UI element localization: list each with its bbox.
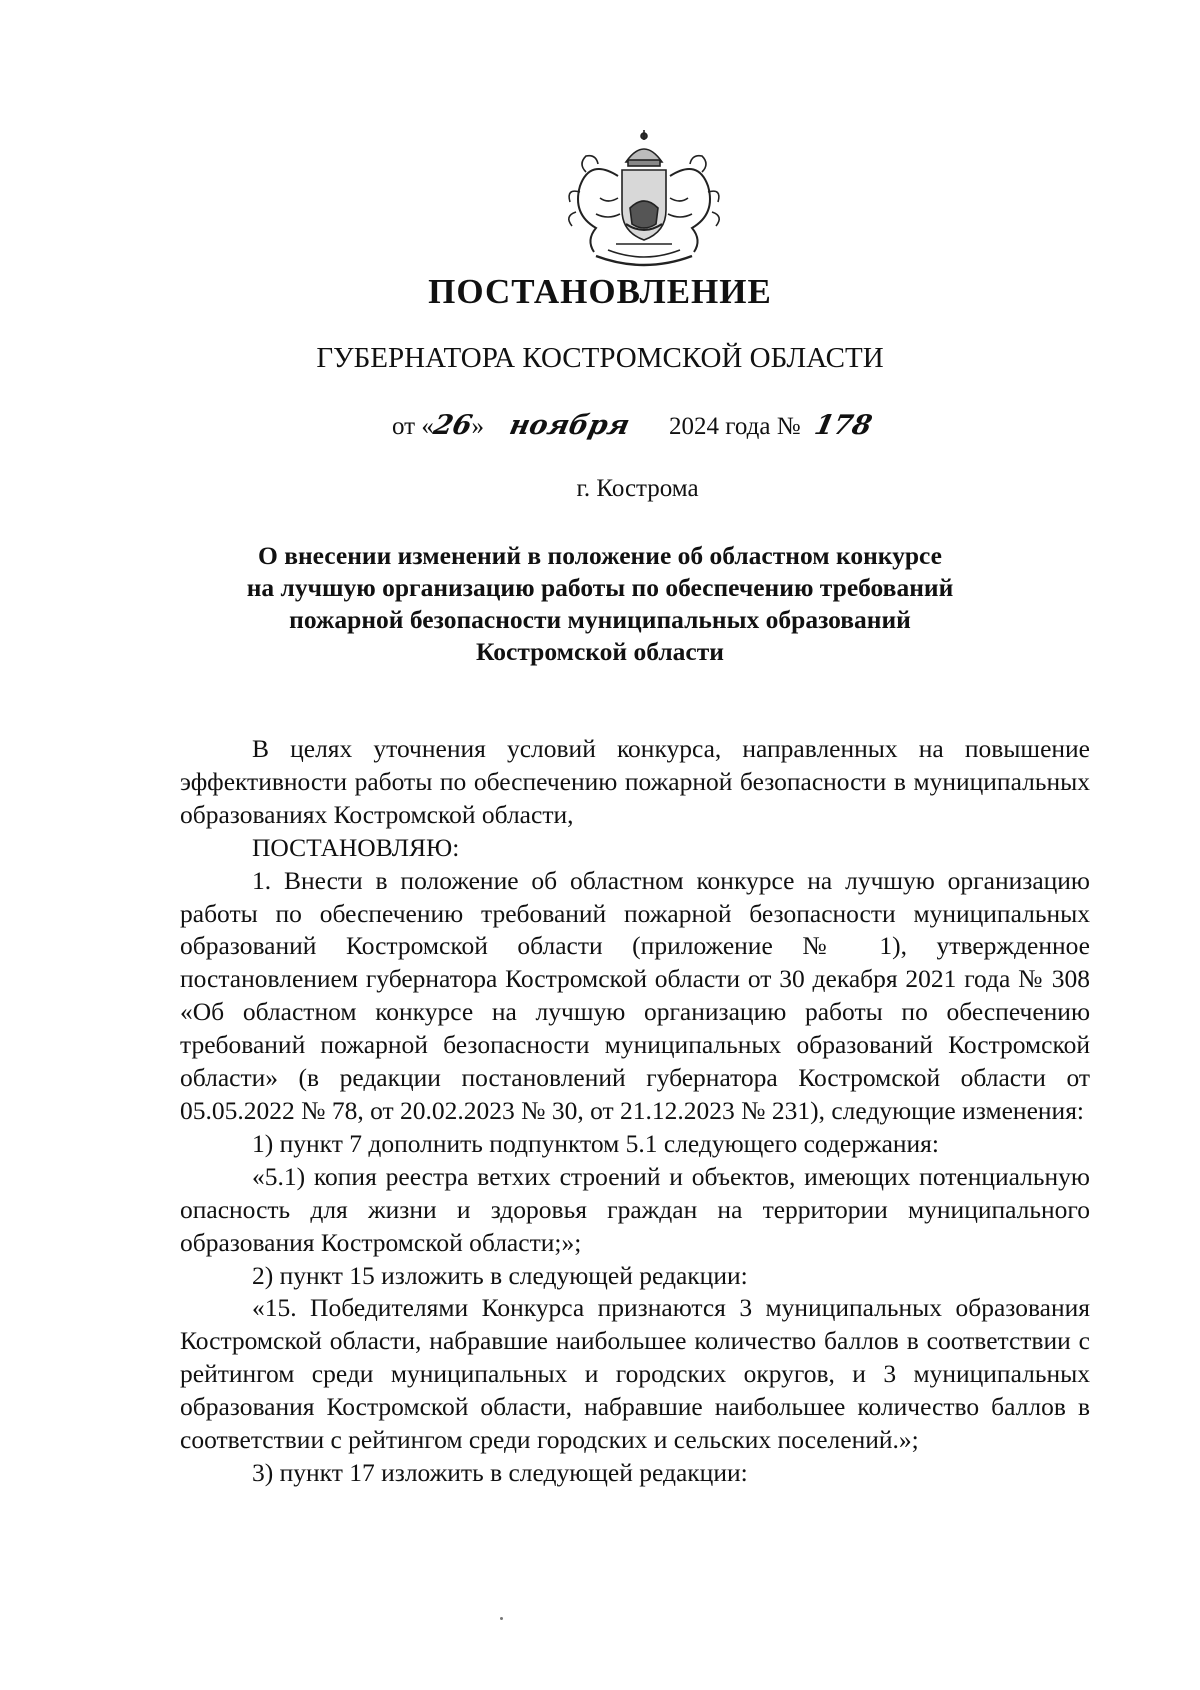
subject-line: Костромской области <box>476 637 724 666</box>
coat-of-arms-emblem <box>556 128 732 278</box>
document-type-heading: ПОСТАНОВЛЕНИЕ <box>428 272 772 311</box>
document-number-handwritten: 178 <box>811 410 875 441</box>
clause-paragraph: «5.1) копия реестра ветхих строений и объектов, имеющих потенциальную опасность для жизни и здоровья граждан на территории муниципального образования Костромской области;»; <box>180 1161 1090 1257</box>
preamble-paragraph: В целях уточнения условий конкурса, направленных на повышение эффективности работы по обеспечению пожарной безопасности в муниципальных образованиях Костромской области, <box>180 734 1090 829</box>
scan-artifact <box>500 1617 503 1620</box>
date-year-text: 2024 года № <box>669 413 801 440</box>
subject-line: О внесении изменений в положение об областном конкурсе <box>257 541 942 570</box>
subject-line: на лучшую организацию работы по обеспечению требований <box>246 573 954 602</box>
date-prefix: от « <box>392 413 434 440</box>
issuer-heading: ГУБЕРНАТОРА КОСТРОМСКОЙ ОБЛАСТИ <box>316 342 884 374</box>
clause-paragraph: 1. Внести в положение об областном конкурсе на лучшую организацию работы по обеспечению требований пожарной безопасности муниципальных образований Костромской области (приложение № 1), утвержденное постановлением губернатора Костромской области от 30 декабря 2021 года № 308 «Об областном конкурсе на лучшую организацию работы по обеспечению требований пожарной безопасности муниципальных образований Костромской области» (в редакции постановлений губернатора Костромской области от 05.05.2022 № 78, от 20.02.2023 № 30, от 21.12.2023 № 231), следующие изменения: <box>180 865 1090 1125</box>
subject-line: пожарной безопасности муниципальных образований <box>289 605 911 634</box>
clause-paragraph: 1) пункт 7 дополнить подпунктом 5.1 следующего содержания: <box>252 1128 939 1158</box>
city-line: г. Кострома <box>576 475 699 502</box>
date-close-quote: » <box>471 413 484 440</box>
clause-paragraph: «15. Победителями Конкурса признаются 3 муниципальных образования Костромской области, набравшие наибольшее количество баллов в соответствии с рейтингом среди муниципальных и городских округов, и 3 муниципальных образования Костромской области, набравшие наибольшее количество баллов в соответствии с рейтингом среди городских и сельских поселений.»; <box>180 1293 1090 1455</box>
document-body <box>180 733 1090 1490</box>
subject-heading <box>150 540 1050 668</box>
resolve-paragraph: ПОСТАНОВЛЯЮ: <box>252 832 460 862</box>
clause-paragraph: 2) пункт 15 изложить в следующей редакции: <box>252 1260 748 1290</box>
date-month-handwritten: ноября <box>506 410 633 441</box>
clause-paragraph: 3) пункт 17 изложить в следующей редакции: <box>252 1457 748 1487</box>
date-day-handwritten: 26 <box>430 410 475 441</box>
date-line <box>392 410 875 441</box>
